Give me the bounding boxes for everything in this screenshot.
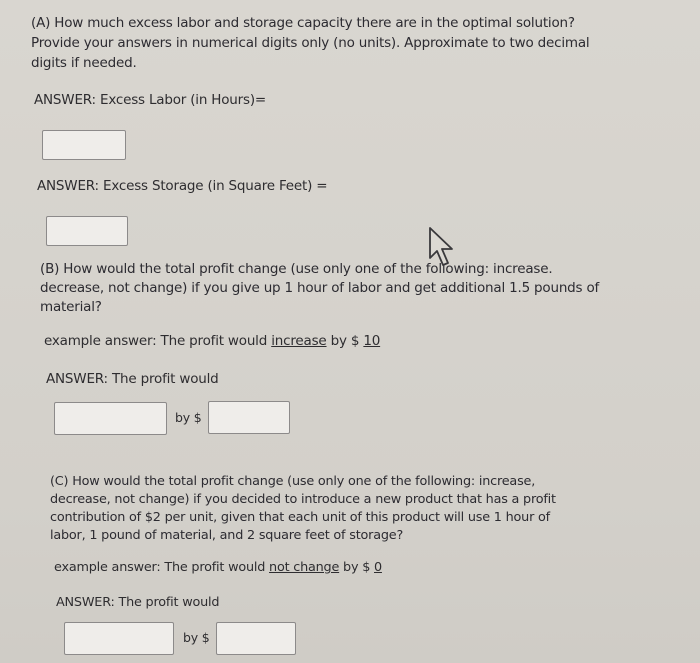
part-b-example-amount: 10: [363, 333, 381, 349]
mouse-pointer-icon: [424, 226, 458, 270]
part-b-question-line-2: decrease, not change) if you give up 1 hour of labor and get additional 1.5 pounds of: [40, 280, 600, 296]
excess-storage-input[interactable]: [46, 216, 128, 246]
part-b-example-mid: by $: [326, 333, 364, 349]
part-b-example-answer: [44, 331, 380, 351]
part-b-by-label: by $: [175, 410, 202, 425]
part-c-by-label: by $: [183, 630, 210, 645]
excess-storage-label: ANSWER: Excess Storage (in Square Feet) =: [37, 178, 328, 194]
part-c-example-answer: [54, 558, 382, 578]
excess-labor-input[interactable]: [42, 130, 126, 160]
part-b-amount-input[interactable]: [208, 401, 290, 434]
part-a-question-line-2: Provide your answers in numerical digits only (no units). Approximate to two decimal: [31, 35, 590, 51]
part-b-answer-label: ANSWER: The profit would: [46, 371, 219, 387]
part-b-question-line-1: (B) How would the total profit change (use only one of the following: increase.: [40, 261, 553, 277]
part-c-question-line-4: labor, 1 pound of material, and 2 square feet of storage?: [50, 528, 404, 543]
part-c-amount-input[interactable]: [216, 622, 296, 655]
part-c-change-input[interactable]: [64, 622, 174, 655]
part-b-change-input[interactable]: [54, 402, 167, 435]
part-c-question-line-3: contribution of $2 per unit, given that each unit of this product will use 1 hour of: [50, 510, 550, 525]
part-c-question-line-1: (C) How would the total profit change (use only one of the following: increase,: [50, 474, 536, 489]
part-a-question-line-3: digits if needed.: [31, 55, 137, 71]
part-b-example-prefix: example answer: The profit would: [44, 333, 272, 349]
part-a-question-line-1: (A) How much excess labor and storage capacity there are in the optimal solution?: [31, 15, 575, 31]
part-c-example-amount: 0: [374, 560, 382, 575]
part-c-example-mid: by $: [339, 560, 374, 575]
part-c-question-line-2: decrease, not change) if you decided to introduce a new product that has a profit: [50, 492, 556, 507]
part-c-answer-label: ANSWER: The profit would: [56, 595, 220, 610]
excess-labor-label: ANSWER: Excess Labor (in Hours)=: [34, 92, 267, 108]
part-c-example-word: not change: [269, 560, 340, 575]
part-c-example-prefix: example answer: The profit would: [54, 560, 270, 575]
part-b-question-line-3: material?: [40, 299, 102, 315]
part-b-example-word: increase: [271, 333, 327, 349]
